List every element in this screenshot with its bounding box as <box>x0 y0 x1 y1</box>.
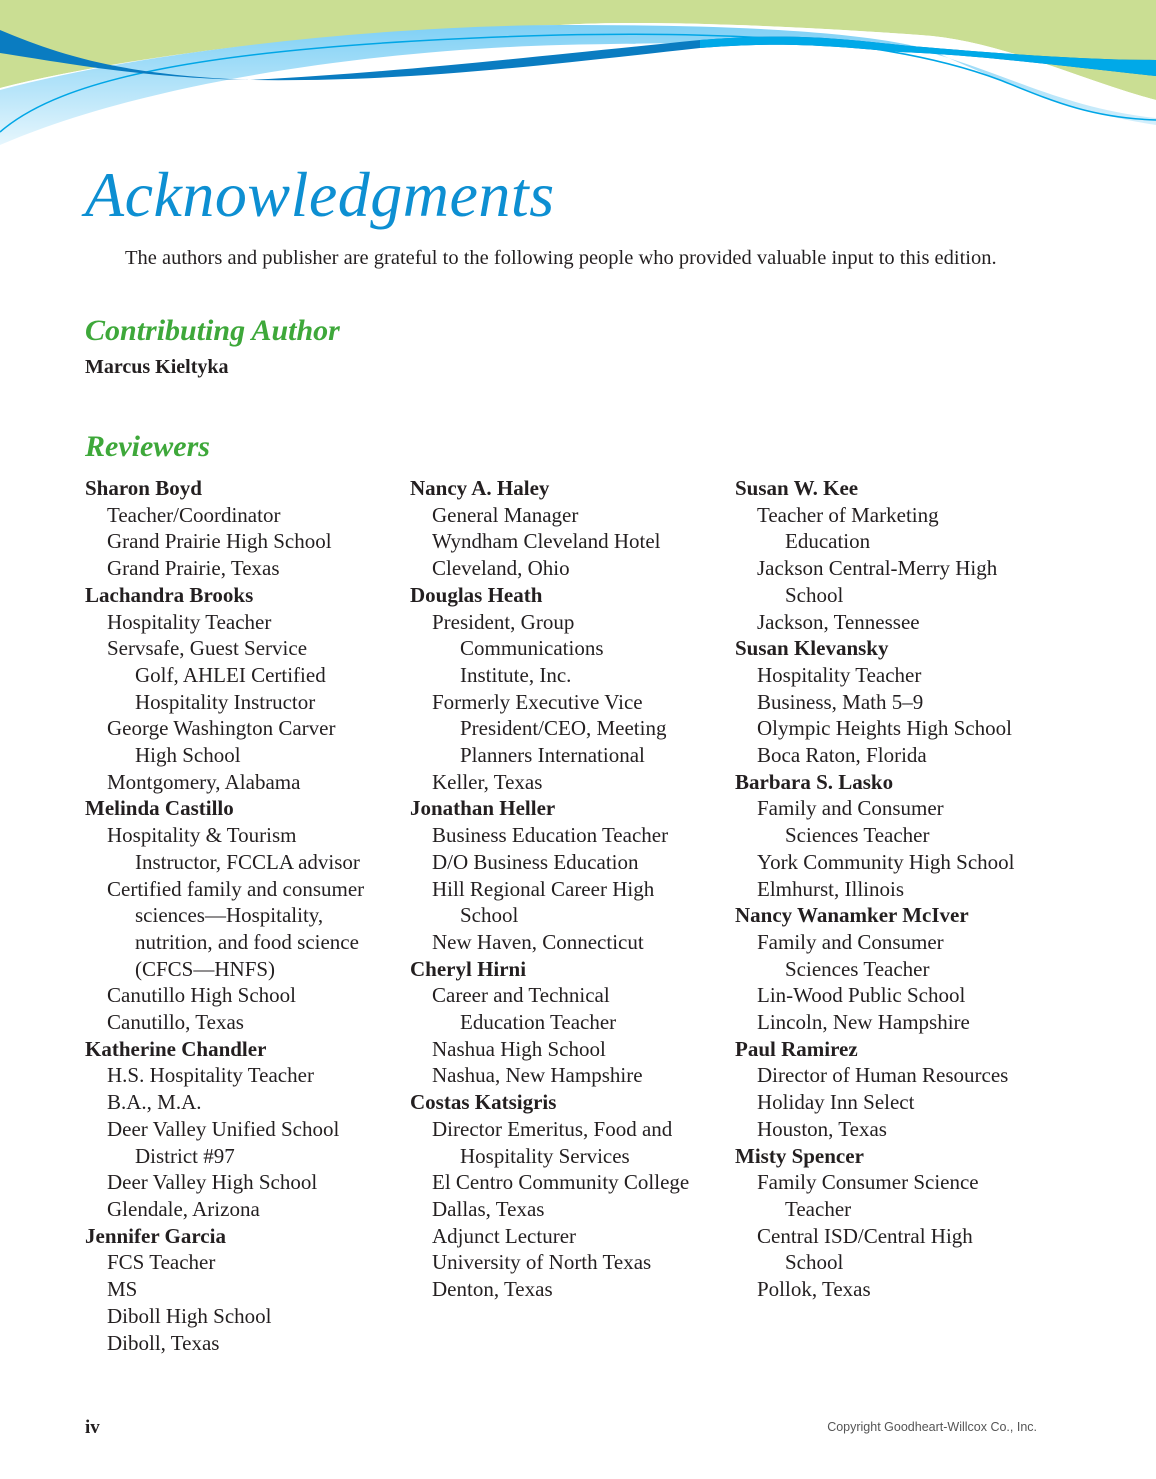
reviewer-detail: Olympic Heights High School <box>757 716 1012 741</box>
reviewer-detail: Deer Valley High School <box>107 1170 318 1195</box>
reviewer-name: Jennifer Garcia <box>85 1223 226 1248</box>
reviewer-detail: Wyndham Cleveland Hotel <box>432 529 661 554</box>
reviewer-detail: Communications <box>460 636 604 661</box>
reviewer-detail: Jackson, Tennessee <box>757 609 920 634</box>
reviewer-detail: B.A., M.A. <box>107 1090 202 1115</box>
page-title: Acknowledgments <box>85 159 555 230</box>
reviewer-detail: Pollok, Texas <box>757 1277 871 1302</box>
reviewer-detail: Grand Prairie High School <box>107 529 332 554</box>
reviewer-name: Sharon Boyd <box>85 476 202 500</box>
reviewer-detail: Boca Raton, Florida <box>757 743 927 768</box>
reviewer-detail: Certified family and consumer <box>107 876 365 901</box>
reviewer-name: Melinda Castillo <box>85 796 234 821</box>
reviewer-detail: Diboll High School <box>107 1303 272 1328</box>
contributing-author-heading: Contributing Author <box>85 314 340 347</box>
reviewer-detail: Hill Regional Career High <box>432 876 655 901</box>
reviewer-entry <box>410 475 730 582</box>
reviewer-name: Barbara S. Lasko <box>735 769 894 794</box>
reviewer-detail: (CFCS—HNFS) <box>135 956 276 981</box>
reviewer-entry <box>410 582 730 796</box>
reviewer-detail: D/O Business Education <box>432 849 639 874</box>
reviewer-entry <box>735 1036 1055 1143</box>
reviewer-detail: Director of Human Resources <box>757 1063 1009 1088</box>
reviewer-detail: nutrition, and food science <box>135 929 359 954</box>
reviewers-heading: Reviewers <box>85 430 210 463</box>
reviewer-entry <box>735 635 1055 769</box>
reviewer-entry <box>735 475 1055 635</box>
reviewer-detail: Servsafe, Guest Service <box>107 636 308 661</box>
reviewer-name: Nancy Wanamker McIver <box>735 903 969 928</box>
reviewer-detail: New Haven, Connecticut <box>432 929 644 954</box>
reviewer-detail: Business, Math 5–9 <box>757 689 924 714</box>
reviewer-detail: Nashua High School <box>432 1036 606 1061</box>
reviewer-name: Misty Spencer <box>735 1143 864 1168</box>
reviewer-detail: Cleveland, Ohio <box>432 556 570 581</box>
reviewer-detail: Adjunct Lecturer <box>432 1223 577 1248</box>
reviewer-entry <box>410 795 730 955</box>
reviewer-entry <box>85 1223 405 1357</box>
reviewer-detail: Keller, Texas <box>432 769 543 794</box>
reviewer-detail: School <box>785 582 844 607</box>
reviewer-detail: FCS Teacher <box>107 1250 216 1275</box>
reviewer-name: Costas Katsigris <box>410 1090 557 1115</box>
reviewer-detail: Denton, Texas <box>432 1277 553 1302</box>
reviewer-detail: Sciences Teacher <box>785 956 930 981</box>
reviewer-detail: Family Consumer Science <box>757 1170 979 1195</box>
reviewer-name: Nancy A. Haley <box>410 476 550 500</box>
reviewer-detail: Lincoln, New Hampshire <box>757 1010 970 1035</box>
reviewer-detail: Teacher/Coordinator <box>107 502 281 527</box>
reviewer-detail: sciences—Hospitality, <box>135 903 324 928</box>
reviewer-detail: Glendale, Arizona <box>107 1196 260 1221</box>
reviewer-name: Jonathan Heller <box>410 796 556 821</box>
reviewer-detail: University of North Texas <box>432 1250 652 1275</box>
reviewer-detail: MS <box>107 1277 138 1302</box>
reviewer-detail: Canutillo, Texas <box>107 1010 244 1035</box>
reviewer-detail: El Centro Community College <box>432 1170 690 1195</box>
reviewer-entry <box>85 475 405 582</box>
reviewer-detail: George Washington Carver <box>107 716 336 741</box>
page-number: iv <box>85 1417 100 1438</box>
reviewer-detail: Family and Consumer <box>757 796 944 821</box>
reviewer-detail: H.S. Hospitality Teacher <box>107 1063 314 1088</box>
reviewer-entry <box>735 769 1055 903</box>
reviewer-detail: Nashua, New Hampshire <box>432 1063 643 1088</box>
reviewer-detail: School <box>460 903 519 928</box>
reviewer-detail: Instructor, FCCLA advisor <box>135 849 360 874</box>
reviewer-entry <box>85 582 405 796</box>
reviewer-detail: Career and Technical <box>432 983 610 1008</box>
reviewer-detail: Holiday Inn Select <box>757 1090 915 1115</box>
reviewer-detail: Teacher <box>785 1196 852 1221</box>
reviewer-detail: Hospitality Teacher <box>757 662 922 687</box>
reviewer-entry <box>735 902 1055 1036</box>
intro-paragraph: The authors and publisher are grateful to the following people who provided valuable input to this edition. <box>125 247 997 269</box>
reviewer-name: Susan W. Kee <box>735 476 859 500</box>
reviewer-detail: Houston, Texas <box>757 1116 887 1141</box>
reviewer-entry <box>410 1089 730 1303</box>
reviewer-detail: Planners International <box>460 743 645 768</box>
reviewer-entry <box>735 1143 1055 1303</box>
reviewers-column-2 <box>410 475 730 1303</box>
reviewer-detail: Deer Valley Unified School <box>107 1116 340 1141</box>
reviewer-detail: Central ISD/Central High <box>757 1223 973 1248</box>
reviewer-detail: Hospitality & Tourism <box>107 823 297 848</box>
reviewer-name: Susan Klevansky <box>735 636 889 661</box>
reviewer-detail: Jackson Central-Merry High <box>757 556 998 581</box>
reviewer-detail: Hospitality Services <box>460 1143 630 1168</box>
reviewer-detail: Diboll, Texas <box>107 1330 220 1355</box>
reviewer-detail: Grand Prairie, Texas <box>107 556 280 581</box>
reviewer-name: Douglas Heath <box>410 582 543 607</box>
reviewer-detail: Montgomery, Alabama <box>107 769 301 794</box>
reviewer-detail: Elmhurst, Illinois <box>757 876 904 901</box>
reviewer-detail: Institute, Inc. <box>460 662 572 687</box>
reviewer-detail: President/CEO, Meeting <box>460 716 667 741</box>
reviewers-column-1 <box>85 475 405 1356</box>
reviewer-detail: Canutillo High School <box>107 983 296 1008</box>
reviewer-entry <box>85 1036 405 1223</box>
reviewer-detail: Hospitality Instructor <box>135 689 316 714</box>
reviewers-column-3 <box>735 475 1055 1303</box>
reviewer-detail: Director Emeritus, Food and <box>432 1116 673 1141</box>
reviewer-detail: School <box>785 1250 844 1275</box>
header-wave-decoration <box>0 0 1156 160</box>
reviewer-detail: Education <box>785 529 871 554</box>
reviewer-detail: Education Teacher <box>460 1010 617 1035</box>
reviewer-detail: Business Education Teacher <box>432 823 669 848</box>
copyright-notice: Copyright Goodheart-Willcox Co., Inc. <box>827 1420 1037 1434</box>
reviewer-detail: Formerly Executive Vice <box>432 689 643 714</box>
reviewer-detail: District #97 <box>135 1143 235 1168</box>
reviewer-detail: Lin-Wood Public School <box>757 983 966 1008</box>
reviewer-name: Lachandra Brooks <box>85 582 254 607</box>
contributing-author-name: Marcus Kieltyka <box>85 356 229 378</box>
reviewer-detail: Hospitality Teacher <box>107 609 272 634</box>
reviewer-detail: York Community High School <box>757 849 1015 874</box>
reviewer-detail: General Manager <box>432 502 579 527</box>
reviewer-detail: Family and Consumer <box>757 929 944 954</box>
reviewer-detail: High School <box>135 743 241 768</box>
reviewer-detail: Golf, AHLEI Certified <box>135 662 326 687</box>
reviewer-detail: Sciences Teacher <box>785 823 930 848</box>
reviewer-entry <box>85 795 405 1035</box>
reviewer-name: Cheryl Hirni <box>410 956 527 981</box>
reviewer-detail: President, Group <box>432 609 575 634</box>
reviewer-detail: Teacher of Marketing <box>757 502 939 527</box>
reviewer-name: Katherine Chandler <box>85 1036 267 1061</box>
reviewer-entry <box>410 956 730 1090</box>
reviewer-name: Paul Ramirez <box>735 1036 858 1061</box>
reviewer-detail: Dallas, Texas <box>432 1196 545 1221</box>
